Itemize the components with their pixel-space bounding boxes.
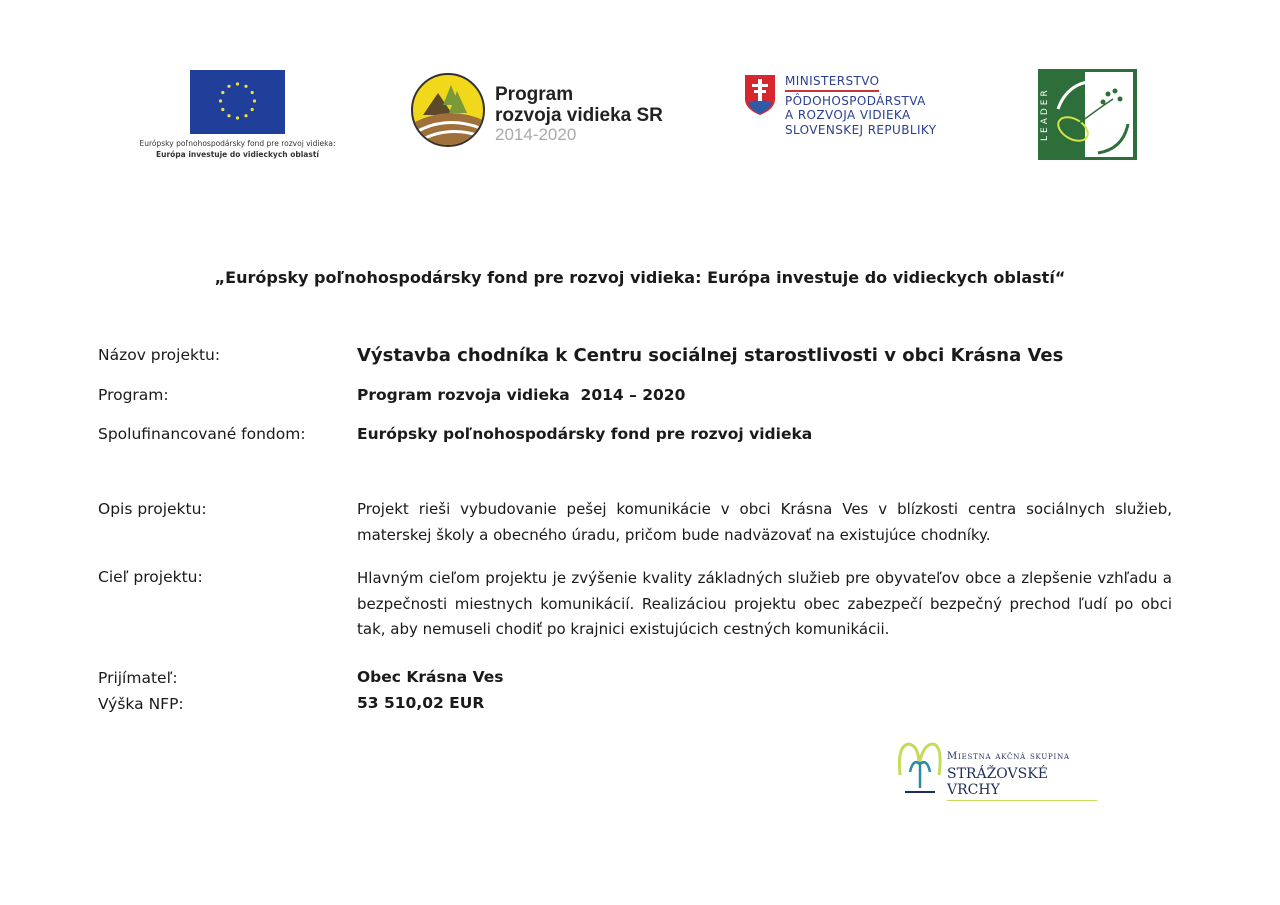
prv-line2: rozvoja vidieka SR (495, 105, 663, 126)
recipient-value: Obec Krásna Ves (357, 668, 504, 686)
slovak-crest-icon (745, 75, 775, 115)
ministry-line4: SLOVENSKEJ REPUBLIKY (785, 122, 937, 137)
eu-caption (110, 138, 365, 160)
eu-caption-line2: Európa investuje do vidieckych oblastí (155, 150, 319, 159)
prv-line3: 2014-2020 (495, 125, 577, 144)
program-label: Program: (98, 386, 169, 404)
ministry-line2: PÔDOHOSPODÁRSTVA (785, 93, 926, 108)
eu-flag-logo (190, 70, 285, 134)
description-label: Opis projektu: (98, 500, 207, 518)
amount-label: Výška NFP: (98, 695, 184, 713)
ministry-line1: MINISTERSTVO (785, 74, 879, 92)
description-value: Projekt rieši vybudovanie pešej komunikácie v obci Krásna Ves v blízkosti centra sociálnych služieb, materskej školy a obecného úradu, pričom bude nadväzovať na existujúce chodníky. (357, 500, 1172, 544)
prv-line1: Program (495, 84, 574, 105)
project-name-value: Výstavba chodníka k Centru sociálnej starostlivosti v obci Krásna Ves (357, 345, 1064, 366)
mas-line2: STRÁŽOVSKÉ VRCHY (947, 766, 1097, 801)
ministry-line3: A ROZVOJA VIDIEKA (785, 108, 911, 122)
recipient-label: Prijímateľ: (98, 669, 178, 687)
goal-value: Hlavným cieľom projektu je zvýšenie kvality základných služieb pre obyvateľov obce a zlepšenie vzhľadu a bezpečnosti miestnych komunikácií. Realizáciou projektu obec zabezpečí bezpečný prechod ľudí po obci tak, aby nemuseli chodiť po krajnici existujúcich cestných komunikácii. (357, 569, 1172, 638)
program-value: Program rozvoja vidieka 2014 – 2020 (357, 386, 686, 404)
eu-caption-line1: Európsky poľnohospodársky fond pre rozvoj vidieka: (139, 139, 336, 148)
leader-logo (1038, 69, 1137, 160)
mas-line1: Miestna akčná skupina (947, 751, 1070, 762)
fund-value: Európsky poľnohospodársky fond pre rozvoj vidieka (357, 425, 813, 443)
mas-logo-text (947, 751, 1097, 801)
motto-heading: „Európsky poľnohospodársky fond pre rozvoj vidieka: Európa investuje do vidieckych oblastí“ (214, 268, 1066, 287)
prv-logo-icon (411, 73, 485, 147)
goal-label: Cieľ projektu: (98, 568, 203, 586)
ministry-logo-text (785, 74, 936, 137)
mas-fountain-icon (895, 740, 945, 798)
amount-value: 53 510,02 EUR (357, 694, 485, 712)
leader-text: LEADER (1040, 87, 1050, 141)
prv-logo-text (495, 84, 663, 144)
project-name-label: Názov projektu: (98, 346, 221, 364)
fund-label: Spolufinancované fondom: (98, 425, 306, 443)
